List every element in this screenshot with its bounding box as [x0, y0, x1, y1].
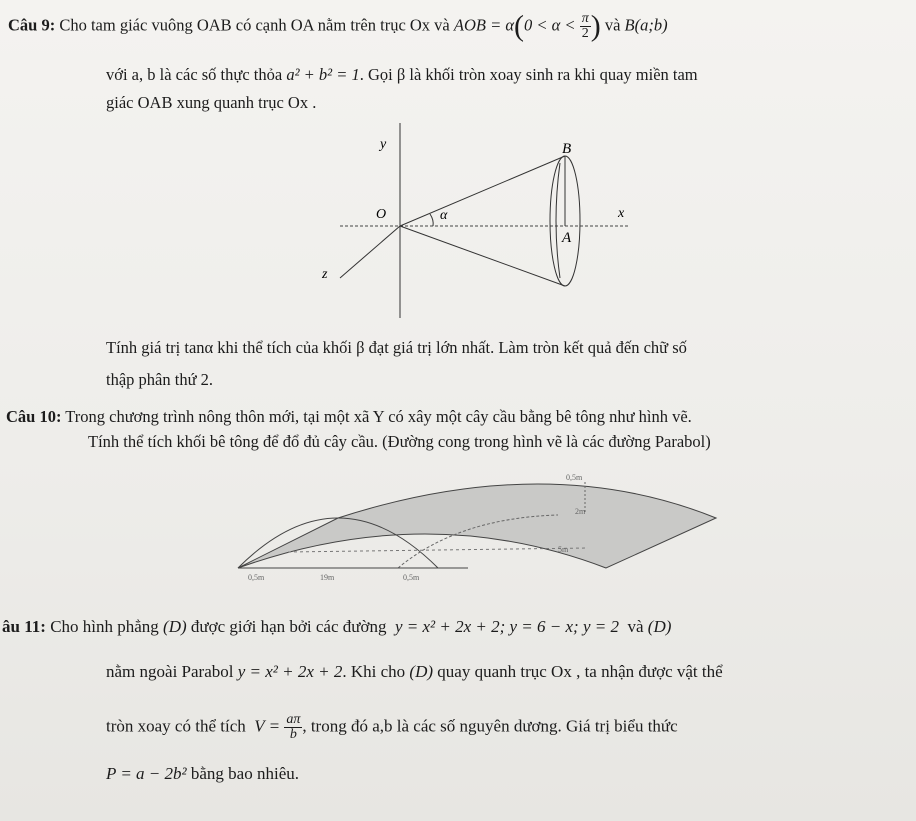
q9-text-2b: . Gọi β là khối tròn xoay sinh ra khi quay miền tam: [359, 65, 698, 84]
q9-text-1: Cho tam giác vuông OAB có cạnh OA nằm trên trục Ox và: [59, 15, 450, 35]
q11-text-2c: quay quanh trục Ox , ta nhận được vật thể: [437, 662, 723, 681]
angle-arc: [430, 214, 433, 226]
label-base-1: 0,5m: [248, 573, 265, 582]
q11-d-1: (D): [163, 617, 187, 636]
q9-eq: a² + b² = 1: [286, 65, 360, 84]
label-length: 5m: [558, 545, 569, 554]
label-z: z: [322, 267, 328, 282]
q9-angle: AOB = α: [453, 15, 515, 35]
q11-text-3a: tròn xoay có thể tích: [106, 716, 246, 736]
q9-question-1: Tính giá trị tanα khi thể tích của khối β đạt giá trị lớn nhất. Làm tròn kết quả đến chữ số: [106, 338, 687, 357]
q10-line-1: [6, 407, 692, 427]
q10-text-1: Trong chương trình nông thôn mới, tại một xã Y có xây một cây cầu bằng bê tông như hình vẽ.: [65, 407, 692, 426]
q11-text-3b: , trong đó a,b là các số nguyên dương. Giá trị biểu thức: [302, 716, 678, 736]
q11-and: và: [627, 617, 644, 636]
label-height: 2m: [575, 507, 586, 516]
q11-text-1b: được giới hạn bởi các đường: [190, 617, 387, 636]
q11-label: âu 11:: [2, 617, 46, 636]
q9-line-3: giác OAB xung quanh trục Ox .: [106, 93, 317, 112]
q9-question-2: thập phân thứ 2.: [106, 370, 214, 389]
cone-bottom-edge: [400, 226, 565, 286]
q9-line-1: [8, 9, 668, 43]
label-x: x: [618, 206, 625, 221]
q11-v: V =: [254, 716, 281, 736]
q10-label: Câu 10:: [6, 407, 62, 426]
q11-frac-den: b: [289, 727, 297, 742]
q9-and: và: [604, 15, 621, 35]
label-alpha: α: [440, 208, 448, 223]
label-top-width: 0,5m: [566, 473, 583, 482]
q11-frac-num: aπ: [286, 712, 301, 727]
q9-range: 0 < α <: [524, 15, 576, 35]
label-y: y: [380, 137, 387, 152]
q11-line-2: [106, 662, 723, 682]
q11-text-2a: nằm ngoài Parabol: [106, 662, 234, 681]
q9-paren-close: ): [590, 9, 601, 43]
label-a: A: [562, 230, 572, 246]
q11-text-1a: Cho hình phẳng: [50, 617, 159, 636]
cone-figure: [300, 118, 650, 323]
q11-fraction: [284, 713, 302, 742]
q10-line-2: Tính thể tích khối bê tông để đổ đủ cây cầu. (Đường cong trong hình vẽ là các đường Parabol): [88, 432, 711, 451]
q9-line-2: [106, 65, 698, 85]
label-base-2: 19m: [320, 573, 335, 582]
q11-d-3: (D): [409, 662, 434, 681]
bridge-figure: [228, 460, 718, 590]
q11-text-4b: bằng bao nhiêu.: [190, 764, 299, 783]
q11-p-expression: P = a − 2b²: [106, 764, 187, 783]
cone-base-inner: [556, 163, 560, 278]
q9-paren-open: (: [514, 9, 525, 43]
q9-frac-num: π: [581, 11, 589, 26]
q11-line-4: [106, 764, 299, 784]
q9-fraction: [580, 12, 591, 41]
q9-label: Câu 9:: [8, 15, 56, 35]
label-base-3: 0,5m: [403, 573, 420, 582]
q9-point: B(a;b): [624, 15, 668, 35]
q9-text-2: với a, b là các số thực thỏa: [106, 65, 283, 84]
q11-line-1: [2, 617, 671, 637]
z-axis: [340, 226, 400, 278]
cone-top-edge: [400, 156, 565, 226]
label-o: O: [376, 207, 387, 222]
q9-frac-den: 2: [581, 26, 589, 41]
q11-d-2: (D): [647, 617, 672, 636]
bridge-top-surface: [238, 484, 716, 568]
label-b: B: [562, 141, 572, 157]
q11-parabola: y = x² + 2x + 2: [237, 662, 343, 681]
q11-text-2b: . Khi cho: [342, 662, 406, 681]
q11-equations: y = x² + 2x + 2; y = 6 − x; y = 2: [394, 617, 619, 636]
q11-line-3: [106, 713, 678, 742]
